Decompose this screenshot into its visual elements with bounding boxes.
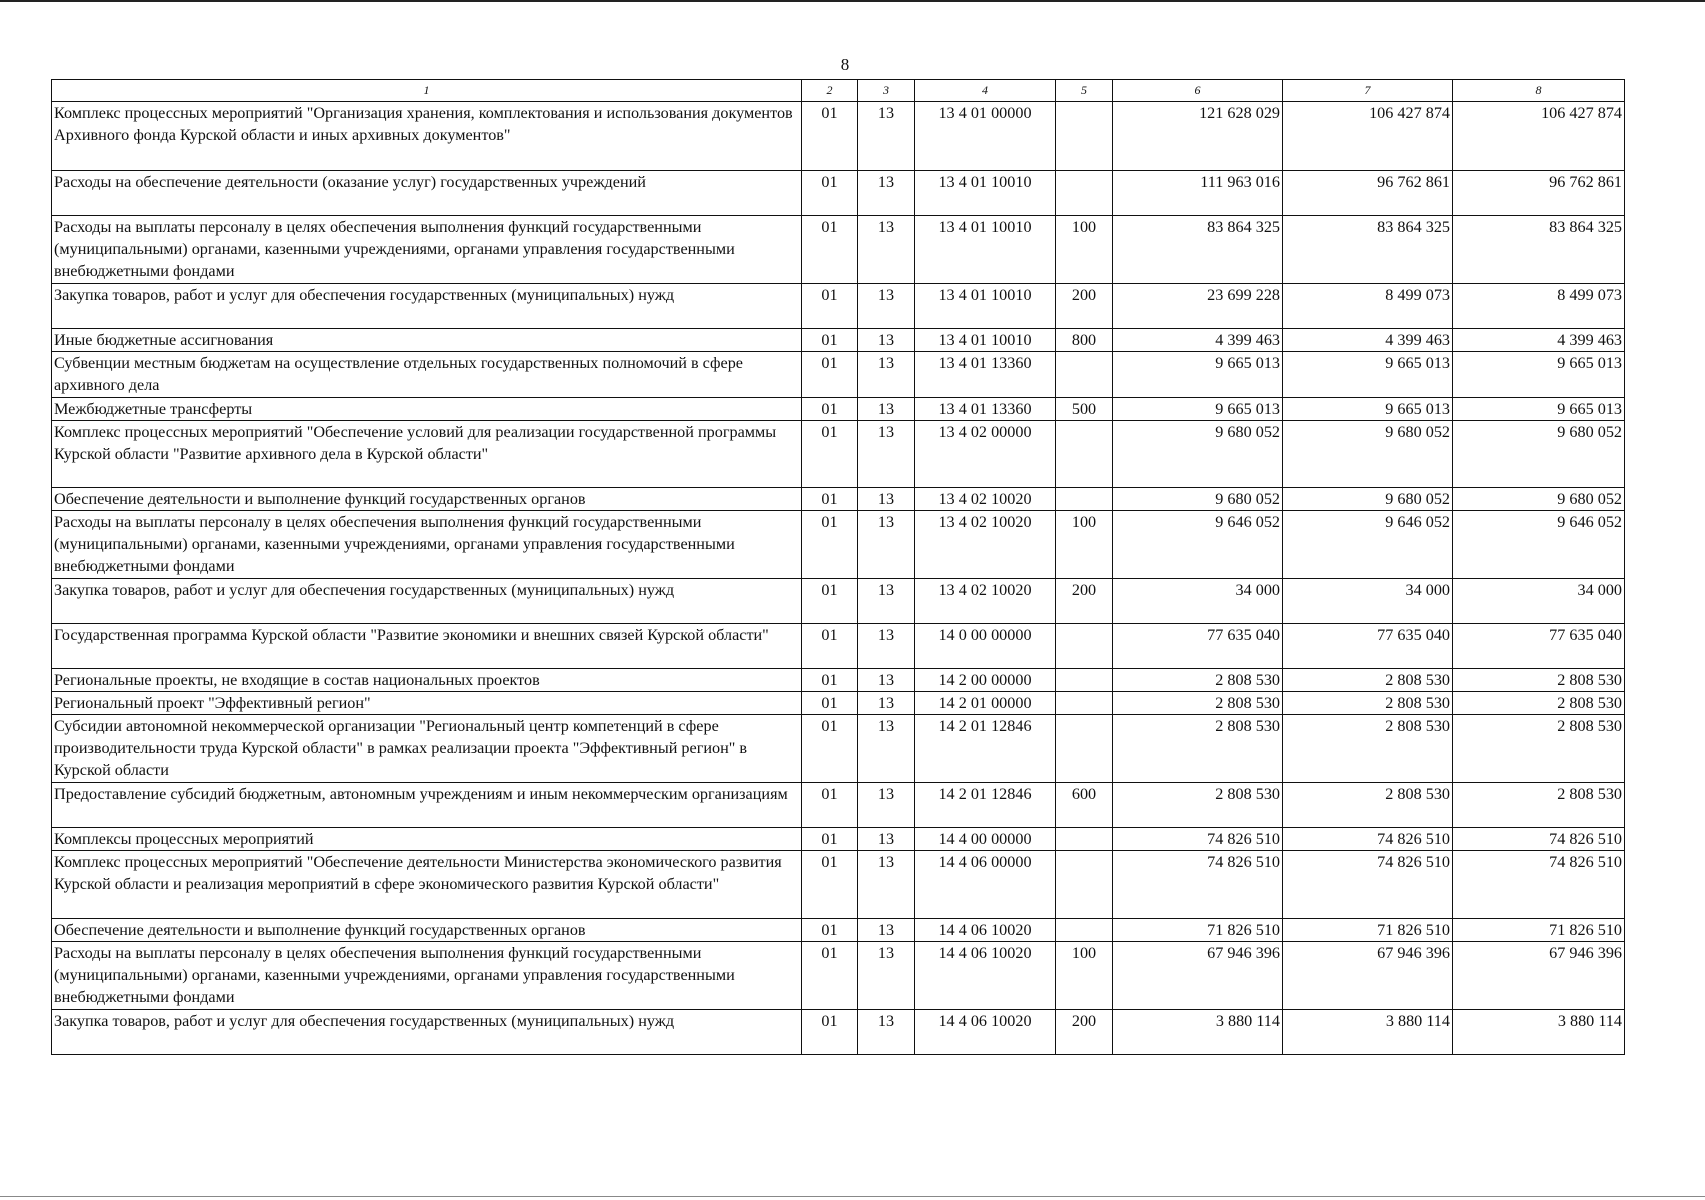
expense-type-code [1056,692,1113,715]
subsection-code: 13 [858,102,915,171]
amount-year-1: 77 635 040 [1113,624,1283,669]
row-description: Межбюджетные трансферты [52,398,802,421]
amount-year-3: 2 808 530 [1453,669,1625,692]
expense-type-code [1056,624,1113,669]
table-row [52,171,1625,216]
amount-year-1: 67 946 396 [1113,942,1283,1010]
row-description: Обеспечение деятельности и выполнение функций государственных органов [52,488,802,511]
subsection-code: 13 [858,942,915,1010]
amount-year-1: 2 808 530 [1113,669,1283,692]
target-article-code: 13 4 02 00000 [915,421,1056,488]
amount-year-1: 9 665 013 [1113,352,1283,398]
section-code: 01 [802,783,858,828]
row-description: Закупка товаров, работ и услуг для обеспечения государственных (муниципальных) нужд [52,579,802,624]
target-article-code: 13 4 01 10010 [915,329,1056,352]
subsection-code: 13 [858,783,915,828]
amount-year-2: 74 826 510 [1283,828,1453,851]
section-code: 01 [802,851,858,919]
table-row [52,579,1625,624]
amount-year-2: 9 680 052 [1283,421,1453,488]
subsection-code: 13 [858,579,915,624]
table-row [52,488,1625,511]
expense-type-code: 800 [1056,329,1113,352]
target-article-code: 13 4 01 13360 [915,352,1056,398]
row-description: Закупка товаров, работ и услуг для обеспечения государственных (муниципальных) нужд [52,284,802,329]
target-article-code: 13 4 01 10010 [915,171,1056,216]
amount-year-2: 71 826 510 [1283,919,1453,942]
subsection-code: 13 [858,398,915,421]
section-code: 01 [802,579,858,624]
amount-year-1: 4 399 463 [1113,329,1283,352]
column-number: 5 [1056,80,1113,102]
section-code: 01 [802,329,858,352]
amount-year-3: 2 808 530 [1453,783,1625,828]
target-article-code: 14 2 01 12846 [915,783,1056,828]
subsection-code: 13 [858,851,915,919]
amount-year-3: 4 399 463 [1453,329,1625,352]
subsection-code: 13 [858,715,915,783]
subsection-code: 13 [858,919,915,942]
section-code: 01 [802,421,858,488]
subsection-code: 13 [858,692,915,715]
scan-top-edge [0,0,1705,2]
subsection-code: 13 [858,329,915,352]
subsection-code: 13 [858,216,915,284]
expense-type-code [1056,488,1113,511]
amount-year-3: 71 826 510 [1453,919,1625,942]
amount-year-3: 3 880 114 [1453,1010,1625,1055]
amount-year-2: 34 000 [1283,579,1453,624]
subsection-code: 13 [858,511,915,579]
amount-year-2: 4 399 463 [1283,329,1453,352]
row-description: Предоставление субсидий бюджетным, автономным учреждениям и иным некоммерческим организациям [52,783,802,828]
expense-type-code [1056,715,1113,783]
amount-year-3: 9 665 013 [1453,352,1625,398]
amount-year-2: 8 499 073 [1283,284,1453,329]
amount-year-2: 67 946 396 [1283,942,1453,1010]
budget-table-body [52,102,1625,1055]
table-row [52,511,1625,579]
target-article-code: 13 4 01 10010 [915,216,1056,284]
row-description: Расходы на обеспечение деятельности (оказание услуг) государственных учреждений [52,171,802,216]
table-row [52,216,1625,284]
column-number: 3 [858,80,915,102]
row-description: Субсидии автономной некоммерческой организации "Региональный центр компетенций в сфере производительности труда Курской области" в рамках реализации проекта "Эффективный регион" в Курской области [52,715,802,783]
section-code: 01 [802,669,858,692]
target-article-code: 13 4 02 10020 [915,511,1056,579]
target-article-code: 13 4 01 00000 [915,102,1056,171]
amount-year-2: 2 808 530 [1283,715,1453,783]
table-row [52,352,1625,398]
expense-type-code [1056,352,1113,398]
amount-year-1: 2 808 530 [1113,715,1283,783]
target-article-code: 14 0 00 00000 [915,624,1056,669]
target-article-code: 14 4 06 10020 [915,1010,1056,1055]
amount-year-1: 9 680 052 [1113,488,1283,511]
column-number: 8 [1453,80,1625,102]
subsection-code: 13 [858,352,915,398]
target-article-code: 14 4 06 00000 [915,851,1056,919]
row-description: Комплекс процессных мероприятий "Обеспечение условий для реализации государственной программы Курской области "Развитие архивного дела в Курской области" [52,421,802,488]
subsection-code: 13 [858,171,915,216]
table-row [52,624,1625,669]
section-code: 01 [802,919,858,942]
amount-year-3: 9 665 013 [1453,398,1625,421]
amount-year-2: 9 665 013 [1283,398,1453,421]
amount-year-1: 9 680 052 [1113,421,1283,488]
row-description: Комплекс процессных мероприятий "Организация хранения, комплектования и использования документов Архивного фонда Курской области и иных архивных документов" [52,102,802,171]
amount-year-2: 106 427 874 [1283,102,1453,171]
table-row [52,398,1625,421]
section-code: 01 [802,171,858,216]
amount-year-2: 3 880 114 [1283,1010,1453,1055]
amount-year-1: 9 646 052 [1113,511,1283,579]
expense-type-code [1056,919,1113,942]
target-article-code: 14 2 01 12846 [915,715,1056,783]
amount-year-3: 106 427 874 [1453,102,1625,171]
target-article-code: 14 2 00 00000 [915,669,1056,692]
amount-year-1: 83 864 325 [1113,216,1283,284]
amount-year-2: 83 864 325 [1283,216,1453,284]
row-description: Расходы на выплаты персоналу в целях обеспечения выполнения функций государственными (муниципальными) органами, казенными учреждениями, органами управления государственными внебюджетными фондами [52,216,802,284]
section-code: 01 [802,216,858,284]
expense-type-code: 100 [1056,942,1113,1010]
budget-table [51,79,1625,1055]
section-code: 01 [802,284,858,329]
row-description: Расходы на выплаты персоналу в целях обеспечения выполнения функций государственными (муниципальными) органами, казенными учреждениями, органами управления государственными внебюджетными фондами [52,942,802,1010]
target-article-code: 13 4 01 13360 [915,398,1056,421]
subsection-code: 13 [858,669,915,692]
expense-type-code [1056,171,1113,216]
row-description: Обеспечение деятельности и выполнение функций государственных органов [52,919,802,942]
expense-type-code: 200 [1056,284,1113,329]
table-row [52,851,1625,919]
amount-year-2: 9 646 052 [1283,511,1453,579]
table-row [52,1010,1625,1055]
target-article-code: 14 4 06 10020 [915,919,1056,942]
amount-year-1: 71 826 510 [1113,919,1283,942]
amount-year-2: 74 826 510 [1283,851,1453,919]
row-description: Субвенции местным бюджетам на осуществление отдельных государственных полномочий в сфере архивного дела [52,352,802,398]
expense-type-code: 100 [1056,511,1113,579]
amount-year-2: 9 680 052 [1283,488,1453,511]
amount-year-1: 121 628 029 [1113,102,1283,171]
amount-year-1: 2 808 530 [1113,692,1283,715]
amount-year-2: 2 808 530 [1283,783,1453,828]
table-row [52,919,1625,942]
expense-type-code: 500 [1056,398,1113,421]
target-article-code: 13 4 02 10020 [915,488,1056,511]
table-row [52,783,1625,828]
section-code: 01 [802,1010,858,1055]
amount-year-3: 34 000 [1453,579,1625,624]
section-code: 01 [802,398,858,421]
amount-year-2: 9 665 013 [1283,352,1453,398]
amount-year-3: 83 864 325 [1453,216,1625,284]
section-code: 01 [802,352,858,398]
amount-year-3: 96 762 861 [1453,171,1625,216]
table-row [52,102,1625,171]
amount-year-3: 74 826 510 [1453,851,1625,919]
column-number: 7 [1283,80,1453,102]
row-description: Государственная программа Курской области "Развитие экономики и внешних связей Курской области" [52,624,802,669]
amount-year-1: 74 826 510 [1113,851,1283,919]
amount-year-3: 9 680 052 [1453,488,1625,511]
section-code: 01 [802,102,858,171]
amount-year-2: 2 808 530 [1283,669,1453,692]
amount-year-1: 23 699 228 [1113,284,1283,329]
page-number: 8 [840,55,850,74]
row-description: Иные бюджетные ассигнования [52,329,802,352]
expense-type-code [1056,421,1113,488]
table-row [52,669,1625,692]
amount-year-1: 3 880 114 [1113,1010,1283,1055]
row-description: Региональные проекты, не входящие в состав национальных проектов [52,669,802,692]
section-code: 01 [802,715,858,783]
amount-year-1: 34 000 [1113,579,1283,624]
expense-type-code: 200 [1056,579,1113,624]
amount-year-3: 2 808 530 [1453,715,1625,783]
section-code: 01 [802,624,858,669]
amount-year-3: 74 826 510 [1453,828,1625,851]
table-row [52,284,1625,329]
expense-type-code [1056,828,1113,851]
column-number-row [52,80,1625,102]
table-row [52,828,1625,851]
section-code: 01 [802,488,858,511]
subsection-code: 13 [858,1010,915,1055]
amount-year-3: 9 680 052 [1453,421,1625,488]
column-number: 2 [802,80,858,102]
table-row [52,942,1625,1010]
subsection-code: 13 [858,421,915,488]
target-article-code: 14 4 06 10020 [915,942,1056,1010]
expense-type-code [1056,851,1113,919]
table-row [52,692,1625,715]
amount-year-2: 2 808 530 [1283,692,1453,715]
column-number: 1 [52,80,802,102]
table-row [52,329,1625,352]
column-number: 4 [915,80,1056,102]
table-row [52,421,1625,488]
amount-year-3: 77 635 040 [1453,624,1625,669]
row-description: Комплекс процессных мероприятий "Обеспечение деятельности Министерства экономического развития Курской области и реализация мероприятий в сфере экономического развития Курской области" [52,851,802,919]
row-description: Комплексы процессных мероприятий [52,828,802,851]
table-row [52,715,1625,783]
amount-year-2: 77 635 040 [1283,624,1453,669]
row-description: Расходы на выплаты персоналу в целях обеспечения выполнения функций государственными (муниципальными) органами, казенными учреждениями, органами управления государственными внебюджетными фондами [52,511,802,579]
column-number: 6 [1113,80,1283,102]
row-description: Региональный проект "Эффективный регион" [52,692,802,715]
scan-bottom-edge [0,1196,1705,1197]
target-article-code: 14 4 00 00000 [915,828,1056,851]
expense-type-code: 100 [1056,216,1113,284]
subsection-code: 13 [858,828,915,851]
amount-year-3: 8 499 073 [1453,284,1625,329]
amount-year-1: 9 665 013 [1113,398,1283,421]
target-article-code: 13 4 01 10010 [915,284,1056,329]
target-article-code: 13 4 02 10020 [915,579,1056,624]
amount-year-2: 96 762 861 [1283,171,1453,216]
amount-year-3: 9 646 052 [1453,511,1625,579]
expense-type-code [1056,669,1113,692]
section-code: 01 [802,511,858,579]
amount-year-1: 2 808 530 [1113,783,1283,828]
subsection-code: 13 [858,624,915,669]
expense-type-code: 200 [1056,1010,1113,1055]
expense-type-code [1056,102,1113,171]
row-description: Закупка товаров, работ и услуг для обеспечения государственных (муниципальных) нужд [52,1010,802,1055]
section-code: 01 [802,828,858,851]
expense-type-code: 600 [1056,783,1113,828]
amount-year-3: 67 946 396 [1453,942,1625,1010]
subsection-code: 13 [858,284,915,329]
amount-year-1: 111 963 016 [1113,171,1283,216]
amount-year-3: 2 808 530 [1453,692,1625,715]
section-code: 01 [802,942,858,1010]
target-article-code: 14 2 01 00000 [915,692,1056,715]
amount-year-1: 74 826 510 [1113,828,1283,851]
subsection-code: 13 [858,488,915,511]
section-code: 01 [802,692,858,715]
